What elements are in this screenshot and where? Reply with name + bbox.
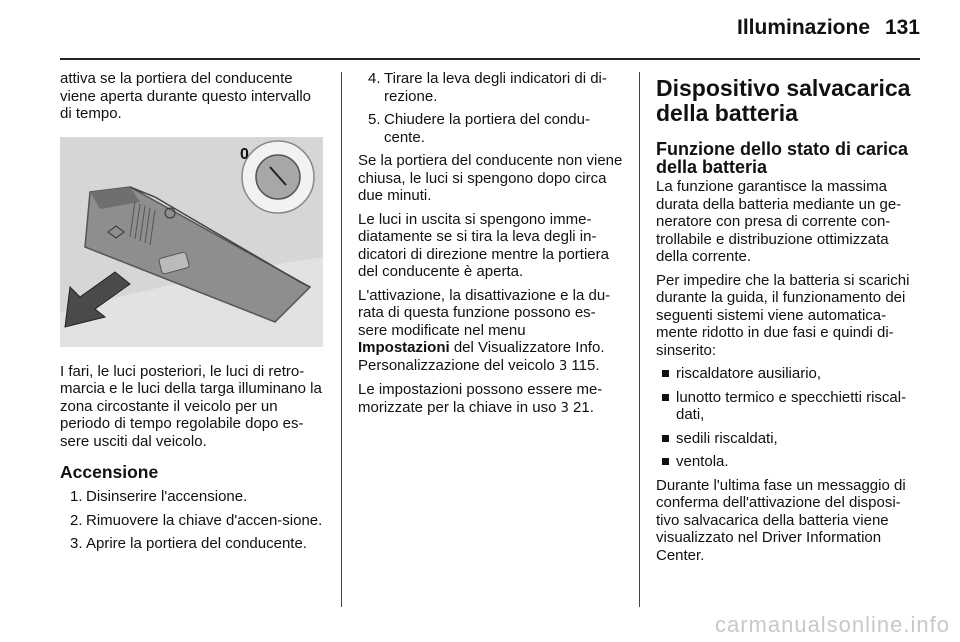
list-item [60,512,325,530]
paragraph: La funzione garantisce la massima durata della batteria mediante un ge-neratore con presa di corrente con-trollabile e distribuzione ottimizzata della corrente. [656,178,902,265]
page-number: 131 [884,16,920,39]
page-ref-number: 115. [567,356,600,374]
column-divider [639,72,640,607]
bullet-text: riscaldatore ausiliario, [676,365,822,382]
page-ref-arrow: 3 [558,358,568,374]
step-text: Disinserire l'accensione. [86,488,248,505]
steps-list [358,70,623,146]
menu-name: Impostazioni [358,339,450,356]
list-item [656,389,922,424]
bullet-icon [662,370,669,377]
list-item [656,453,922,471]
header-title: Illuminazione [736,16,870,39]
bullet-text: lunotto termico e specchietti riscal-dati, [676,388,907,423]
subsection-title: Funzione dello stato di carica della batteria [656,139,909,177]
intro-paragraph: attiva se la portiera del conducente viene aperta durante questo intervallo di tempo. [60,70,312,122]
paragraph: Se la portiera del conducente non viene chiusa, le luci si spengono dopo circa due minuti. [358,152,623,204]
step-text: Aprire la portiera del conducente. [86,535,307,552]
step-number: 3. [70,535,83,552]
bullet-text: ventola. [676,453,729,470]
lever-illustration [60,137,323,347]
list-item [358,70,623,105]
text-run: L'attivazione, la disattivazione e la du-rata di questa funzione possono es-sere modificate nel menu [358,286,611,339]
paragraph: Le luci in uscita si spengono imme-diatamente se si tira la leva degli in-dicatori di direzione mentre la portiera del conducente è aperta. [358,210,609,280]
paragraph: Per impedire che la batteria si scarichi durante la guida, il funzionamento dei seguenti sistemi viene automatica-mente ridotto in due fasi e quindi di-sinserito: [656,271,910,359]
list-item [656,365,922,383]
header-rule [60,58,920,60]
list-item [358,111,623,146]
steps-list [60,488,325,553]
watermark: carmanualsonline.info [714,612,950,637]
page-ref-arrow: 3 [560,400,569,416]
column-right [656,70,922,570]
page-header [0,0,960,64]
text-run: del Visualizzatore Info. Personalizzazione del veicolo [358,339,605,374]
step-text: Rimuovere la chiave d'accen-sione. [86,511,323,529]
list-item [60,535,325,553]
column-middle [358,70,623,423]
bullet-text: sedili riscaldati, [676,429,778,447]
paragraph: Durante l'ultima fase un messaggio di conferma dell'attivazione del disposi-tivo salvacarica della batteria viene visualizzato nel Driver Information Center. [656,476,906,564]
lever-illustration-svg [60,137,323,347]
column-divider [341,72,342,607]
bullet-icon [662,458,669,465]
step-number: 5. [368,111,381,128]
section-title: Dispositivo salvacarica della batteria [656,75,911,126]
step-number: 1. [70,488,83,505]
section-heading: Accensione [60,462,159,482]
paragraph: I fari, le luci posteriori, le luci di retro-marcia e le luci della targa illuminano la zona circostante il veicolo per un periodo di tempo regolabile dopo es-sere usciti dal veicolo. [60,362,322,450]
paragraph [358,381,623,417]
page-ref-number: 21. [568,398,594,416]
dial-label: 0 [240,145,249,163]
step-text: Chiudere la portiera del condu-cente. [384,111,590,146]
step-number: 2. [70,511,83,529]
list-item [656,430,922,448]
step-number: 4. [368,70,381,87]
list-item [60,488,325,506]
text-run: Le impostazioni possono essere me-morizzate per la chiave in uso [358,381,603,416]
bullet-list [656,365,922,471]
paragraph [358,287,623,376]
step-text: Tirare la leva degli indicatori di di-rezione. [384,70,607,105]
bullet-icon [662,394,669,401]
bullet-icon [662,435,669,442]
column-left [60,70,325,559]
